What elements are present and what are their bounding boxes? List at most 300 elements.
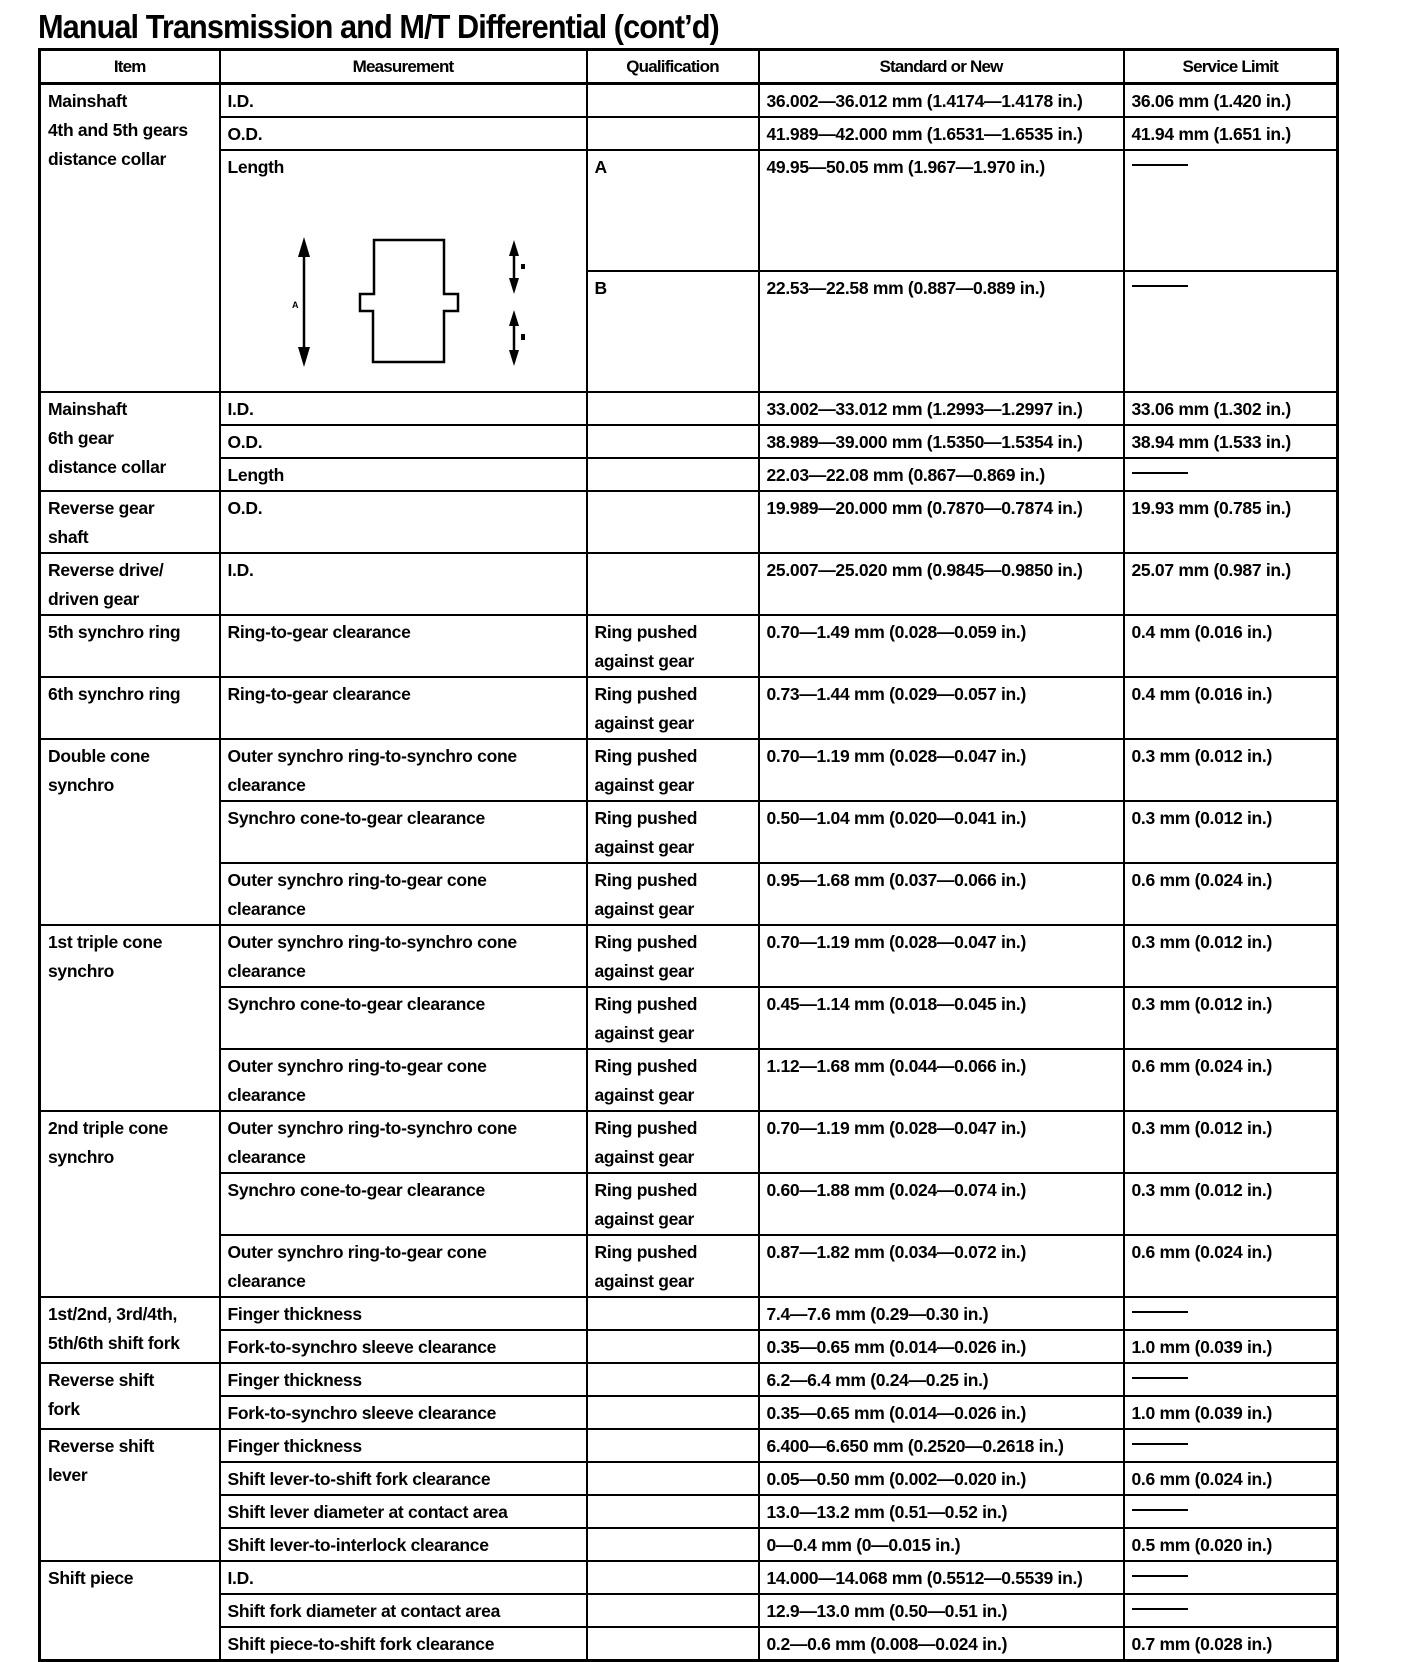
table-row: [40, 1627, 1338, 1661]
item-label: Reverse gear: [48, 498, 155, 518]
standard-value: 12.9—13.0 mm (0.50—0.51 in.): [766, 1601, 1008, 1621]
measurement-label: Outer synchro ring-to-gear cone: [227, 1056, 487, 1076]
item-cell: [40, 677, 220, 739]
measurement-cell: [220, 84, 587, 118]
item-label: Reverse drive/: [48, 560, 164, 580]
standard-value-cell: [759, 925, 1124, 987]
item-label: shaft: [48, 527, 89, 547]
measurement-label: clearance: [227, 961, 306, 981]
measurement-label: Length: [227, 157, 285, 177]
qualification-cell: [587, 987, 759, 1049]
no-limit-dash-icon: [1132, 1377, 1188, 1379]
standard-value: 25.007—25.020 mm (0.9845—0.9850 in.): [766, 560, 1083, 580]
qualification-cell: [587, 1429, 759, 1462]
standard-value-cell: [759, 117, 1124, 150]
qualification-label: Ring pushed: [594, 622, 698, 642]
service-limit-value: 0.3 mm (0.012 in.): [1131, 1118, 1272, 1138]
item-label: 5th synchro ring: [48, 622, 181, 642]
qualification-cell: [587, 1297, 759, 1330]
service-limit-cell: [1124, 392, 1338, 425]
measurement-label: Ring-to-gear clearance: [227, 684, 411, 704]
standard-value: 0.70—1.19 mm (0.028—0.047 in.): [766, 746, 1026, 766]
standard-value-cell: [759, 1429, 1124, 1462]
standard-value: 19.989—20.000 mm (0.7870—0.7874 in.): [766, 498, 1083, 518]
qualification-cell: [587, 425, 759, 458]
header-measurement: Measurement: [220, 50, 587, 84]
measurement-label: clearance: [227, 899, 306, 919]
item-label: 2nd triple cone: [48, 1118, 168, 1138]
table-row: [40, 1049, 1338, 1111]
standard-value-cell: [759, 491, 1124, 553]
service-limit-cell: [1124, 1363, 1338, 1396]
measurement-label: I.D.: [227, 91, 254, 111]
service-limit-value: 1.0 mm (0.039 in.): [1131, 1337, 1272, 1357]
item-cell: [40, 392, 220, 491]
item-cell: [40, 491, 220, 553]
service-limit-value: 19.93 mm (0.785 in.): [1131, 498, 1291, 518]
item-cell: [40, 1363, 220, 1429]
measurement-label: Synchro cone-to-gear clearance: [227, 1180, 485, 1200]
measurement-label: Finger thickness: [227, 1304, 362, 1324]
service-limit-cell: [1124, 1429, 1338, 1462]
qualification-cell: [587, 1111, 759, 1173]
collar-diagram: [228, 182, 580, 382]
header-row: [40, 50, 1338, 84]
qualification-label: Ring pushed: [594, 808, 698, 828]
item-label: Mainshaft: [48, 399, 127, 419]
standard-value: 38.989—39.000 mm (1.5350—1.5354 in.): [766, 432, 1083, 452]
service-limit-value: 0.3 mm (0.012 in.): [1131, 808, 1272, 828]
service-limit-value: 0.7 mm (0.028 in.): [1131, 1634, 1272, 1654]
table-row: [40, 150, 1338, 271]
item-label: Reverse shift: [48, 1436, 155, 1456]
table-row: [40, 987, 1338, 1049]
measurement-label: clearance: [227, 1271, 306, 1291]
table-row: [40, 1495, 1338, 1528]
measurement-cell: [220, 1528, 587, 1561]
measurement-label: [228, 833, 580, 862]
measurement-label: O.D.: [227, 498, 263, 518]
table-row: [40, 1330, 1338, 1363]
qualification-cell: [587, 1235, 759, 1297]
qualification-cell: [587, 458, 759, 491]
qualification-label: against gear: [594, 775, 694, 795]
service-limit-cell: [1124, 553, 1338, 615]
standard-value-cell: [759, 677, 1124, 739]
measurement-cell: [220, 863, 587, 925]
standard-value-cell: [759, 425, 1124, 458]
service-limit-cell: [1124, 1173, 1338, 1235]
standard-value: 6.400—6.650 mm (0.2520—0.2618 in.): [766, 1436, 1064, 1456]
service-limit-value: 0.6 mm (0.024 in.): [1131, 1242, 1272, 1262]
table-row: [40, 1462, 1338, 1495]
qualification-label: Ring pushed: [594, 870, 698, 890]
measurement-label: Length: [227, 465, 285, 485]
standard-value: 7.4—7.6 mm (0.29—0.30 in.): [766, 1304, 989, 1324]
item-label: driven gear: [48, 589, 140, 609]
header-item: Item: [40, 50, 220, 84]
service-limit-cell: [1124, 1111, 1338, 1173]
measurement-cell: [220, 491, 587, 553]
table-row: [40, 553, 1338, 615]
service-limit-cell: [1124, 1462, 1338, 1495]
measurement-cell: [220, 739, 587, 801]
measurement-cell: [220, 1363, 587, 1396]
measurement-cell: [220, 1462, 587, 1495]
standard-value: 22.03—22.08 mm (0.867—0.869 in.): [766, 465, 1045, 485]
measurement-label: Fork-to-synchro sleeve clearance: [227, 1403, 497, 1423]
standard-value: 33.002—33.012 mm (1.2993—1.2997 in.): [766, 399, 1083, 419]
service-limit-value: 36.06 mm (1.420 in.): [1131, 91, 1291, 111]
service-limit-value: 0.3 mm (0.012 in.): [1131, 746, 1272, 766]
table-row: [40, 1561, 1338, 1594]
no-limit-dash-icon: [1132, 1575, 1188, 1577]
item-cell: [40, 739, 220, 925]
qualification-cell: [587, 1495, 759, 1528]
service-limit-value: 38.94 mm (1.533 in.): [1131, 432, 1291, 452]
service-limit-cell: [1124, 1528, 1338, 1561]
service-limit-cell: [1124, 739, 1338, 801]
qualification-label: against gear: [594, 899, 694, 919]
measurement-cell: [220, 1111, 587, 1173]
measurement-label: Outer synchro ring-to-synchro cone: [227, 746, 517, 766]
standard-value: 36.002—36.012 mm (1.4174—1.4178 in.): [766, 91, 1083, 111]
item-label: 4th and 5th gears: [48, 120, 188, 140]
standard-value-cell: [759, 1363, 1124, 1396]
service-limit-value: 0.5 mm (0.020 in.): [1131, 1535, 1272, 1555]
service-limit-value: 0.3 mm (0.012 in.): [1131, 932, 1272, 952]
measurement-label: Outer synchro ring-to-gear cone: [227, 1242, 487, 1262]
standard-value: 0—0.4 mm (0—0.015 in.): [766, 1535, 961, 1555]
table-row: [40, 1297, 1338, 1330]
service-limit-value: 0.3 mm (0.012 in.): [1131, 994, 1272, 1014]
table-row: [40, 425, 1338, 458]
service-limit-cell: [1124, 1396, 1338, 1429]
qualification-label: Ring pushed: [594, 932, 698, 952]
service-limit-cell: [1124, 1297, 1338, 1330]
standard-value-cell: [759, 1495, 1124, 1528]
qualification-cell: [587, 150, 759, 271]
measurement-label: Shift lever-to-shift fork clearance: [227, 1469, 491, 1489]
service-limit-cell: [1124, 615, 1338, 677]
item-cell: [40, 1429, 220, 1561]
measurement-cell: [220, 425, 587, 458]
service-limit-cell: [1124, 1330, 1338, 1363]
qualification-label: Ring pushed: [594, 1180, 698, 1200]
no-limit-dash-icon: [1132, 285, 1188, 287]
service-limit-value: 0.6 mm (0.024 in.): [1131, 870, 1272, 890]
standard-value-cell: [759, 392, 1124, 425]
qualification-label: Ring pushed: [594, 1056, 698, 1076]
qualification-label: against gear: [594, 961, 694, 981]
service-limit-cell: [1124, 801, 1338, 863]
service-limit-cell: [1124, 117, 1338, 150]
qualification-cell: [587, 1561, 759, 1594]
qualification-label: against gear: [594, 651, 694, 671]
item-label: lever: [48, 1465, 88, 1485]
qualification-cell: [587, 1462, 759, 1495]
qualification-label: B: [594, 278, 607, 298]
service-limit-value: 41.94 mm (1.651 in.): [1131, 124, 1291, 144]
measurement-label: O.D.: [227, 124, 263, 144]
measurement-cell: [220, 1627, 587, 1661]
measurement-label: Shift lever diameter at contact area: [227, 1502, 508, 1522]
item-cell: [40, 925, 220, 1111]
standard-value-cell: [759, 1462, 1124, 1495]
item-label: synchro: [48, 1147, 114, 1167]
standard-value: 0.45—1.14 mm (0.018—0.045 in.): [766, 994, 1026, 1014]
service-limit-cell: [1124, 1594, 1338, 1627]
service-limit-cell: [1124, 458, 1338, 491]
qualification-label: against gear: [594, 1209, 694, 1229]
measurement-label: Synchro cone-to-gear clearance: [227, 994, 485, 1014]
item-cell: [40, 1297, 220, 1363]
measurement-cell: [220, 392, 587, 425]
measurement-label: clearance: [227, 1085, 306, 1105]
measurement-label: I.D.: [227, 560, 254, 580]
measurement-cell: [220, 615, 587, 677]
standard-value: 0.70—1.19 mm (0.028—0.047 in.): [766, 1118, 1026, 1138]
table-row: [40, 1111, 1338, 1173]
item-label: synchro: [48, 775, 114, 795]
service-limit-value: 0.3 mm (0.012 in.): [1131, 1180, 1272, 1200]
service-limit-cell: [1124, 1495, 1338, 1528]
service-limit-cell: [1124, 425, 1338, 458]
spec-table-body: [40, 84, 1338, 1661]
standard-value-cell: [759, 1627, 1124, 1661]
standard-value: 14.000—14.068 mm (0.5512—0.5539 in.): [766, 1568, 1083, 1588]
qualification-cell: [587, 491, 759, 553]
measurement-label: Outer synchro ring-to-synchro cone: [227, 1118, 517, 1138]
standard-value: 0.35—0.65 mm (0.014—0.026 in.): [766, 1337, 1026, 1357]
qualification-cell: [587, 1627, 759, 1661]
measurement-cell: [220, 1330, 587, 1363]
measurement-cell: [220, 1561, 587, 1594]
service-limit-cell: [1124, 1049, 1338, 1111]
svg-text:A: A: [291, 300, 298, 310]
standard-value: 0.05—0.50 mm (0.002—0.020 in.): [766, 1469, 1026, 1489]
table-row: [40, 1594, 1338, 1627]
standard-value: 0.35—0.65 mm (0.014—0.026 in.): [766, 1403, 1026, 1423]
item-label: fork: [48, 1399, 80, 1419]
item-cell: [40, 615, 220, 677]
qualification-cell: [587, 1330, 759, 1363]
qualification-label: against gear: [594, 1147, 694, 1167]
table-row: [40, 392, 1338, 425]
standard-value-cell: [759, 1297, 1124, 1330]
standard-value-cell: [759, 1561, 1124, 1594]
table-row: [40, 1429, 1338, 1462]
measurement-cell: [220, 458, 587, 491]
standard-value: 41.989—42.000 mm (1.6531—1.6535 in.): [766, 124, 1083, 144]
qualification-cell: [587, 739, 759, 801]
standard-value-cell: [759, 863, 1124, 925]
measurement-cell: [220, 1049, 587, 1111]
measurement-label: Shift piece-to-shift fork clearance: [227, 1634, 495, 1654]
measurement-cell: [220, 150, 587, 392]
table-row: [40, 491, 1338, 553]
table-row: [40, 1363, 1338, 1396]
measurement-cell: [220, 553, 587, 615]
table-row: [40, 458, 1338, 491]
service-limit-cell: [1124, 987, 1338, 1049]
no-limit-dash-icon: [1132, 1608, 1188, 1610]
standard-value-cell: [759, 84, 1124, 118]
header-service-limit: Service Limit: [1124, 50, 1338, 84]
service-limit-cell: [1124, 677, 1338, 739]
item-label: 1st triple cone: [48, 932, 163, 952]
qualification-cell: [587, 1173, 759, 1235]
measurement-cell: [220, 801, 587, 863]
service-limit-cell: [1124, 1561, 1338, 1594]
qualification-label: A: [594, 157, 607, 177]
measurement-cell: [220, 1594, 587, 1627]
measurement-label: [228, 1205, 580, 1234]
standard-value-cell: [759, 1330, 1124, 1363]
header-standard: Standard or New: [759, 50, 1124, 84]
qualification-cell: [587, 925, 759, 987]
item-cell: [40, 84, 220, 393]
service-limit-value: 1.0 mm (0.039 in.): [1131, 1403, 1272, 1423]
table-row: [40, 117, 1338, 150]
service-limit-cell: [1124, 271, 1338, 392]
standard-value: 0.73—1.44 mm (0.029—0.057 in.): [766, 684, 1026, 704]
no-limit-dash-icon: [1132, 164, 1188, 166]
table-row: [40, 739, 1338, 801]
measurement-cell: [220, 925, 587, 987]
service-limit-cell: [1124, 150, 1338, 271]
item-cell: [40, 1111, 220, 1297]
item-label: 5th/6th shift fork: [48, 1333, 180, 1353]
qualification-label: Ring pushed: [594, 1242, 698, 1262]
item-label: Mainshaft: [48, 91, 127, 111]
measurement-cell: [220, 677, 587, 739]
standard-value-cell: [759, 987, 1124, 1049]
measurement-label: Outer synchro ring-to-synchro cone: [227, 932, 517, 952]
measurement-cell: [220, 987, 587, 1049]
standard-value: 0.70—1.19 mm (0.028—0.047 in.): [766, 932, 1026, 952]
measurement-cell: [220, 1396, 587, 1429]
standard-value: 0.50—1.04 mm (0.020—0.041 in.): [766, 808, 1026, 828]
qualification-cell: [587, 553, 759, 615]
measurement-label: I.D.: [227, 399, 254, 419]
qualification-label: against gear: [594, 1271, 694, 1291]
service-limit-cell: [1124, 1627, 1338, 1661]
qualification-cell: [587, 801, 759, 863]
no-limit-dash-icon: [1132, 1509, 1188, 1511]
qualification-label: against gear: [594, 713, 694, 733]
qualification-label: Ring pushed: [594, 746, 698, 766]
qualification-cell: [587, 1528, 759, 1561]
measurement-label: Outer synchro ring-to-gear cone: [227, 870, 487, 890]
measurement-cell: [220, 117, 587, 150]
standard-value-cell: [759, 458, 1124, 491]
service-limit-cell: [1124, 925, 1338, 987]
page-title: Manual Transmission and M/T Differential (cont’d): [38, 8, 719, 45]
qualification-label: against gear: [594, 1023, 694, 1043]
table-row: [40, 925, 1338, 987]
standard-value-cell: [759, 1528, 1124, 1561]
qualification-label: Ring pushed: [594, 1118, 698, 1138]
standard-value: 49.95—50.05 mm (1.967—1.970 in.): [766, 157, 1045, 177]
measurement-label: Ring-to-gear clearance: [227, 622, 411, 642]
measurement-label: Finger thickness: [227, 1370, 362, 1390]
measurement-label: Shift lever-to-interlock clearance: [227, 1535, 489, 1555]
item-cell: [40, 1561, 220, 1661]
standard-value-cell: [759, 1111, 1124, 1173]
standard-value: 0.95—1.68 mm (0.037—0.066 in.): [766, 870, 1026, 890]
qualification-cell: [587, 1396, 759, 1429]
standard-value-cell: [759, 1235, 1124, 1297]
measurement-label: Synchro cone-to-gear clearance: [227, 808, 485, 828]
measurement-cell: [220, 1173, 587, 1235]
measurement-label: clearance: [227, 775, 306, 795]
no-limit-dash-icon: [1132, 1443, 1188, 1445]
standard-value: 13.0—13.2 mm (0.51—0.52 in.): [766, 1502, 1008, 1522]
measurement-cell: [220, 1297, 587, 1330]
standard-value-cell: [759, 615, 1124, 677]
standard-value-cell: [759, 1049, 1124, 1111]
collar-diagram-icon: [228, 182, 587, 382]
service-limit-value: 0.6 mm (0.024 in.): [1131, 1056, 1272, 1076]
standard-value: 0.2—0.6 mm (0.008—0.024 in.): [766, 1634, 1008, 1654]
item-label: 6th gear: [48, 428, 114, 448]
service-limit-value: 33.06 mm (1.302 in.): [1131, 399, 1291, 419]
service-limit-cell: [1124, 1235, 1338, 1297]
standard-value-cell: [759, 801, 1124, 863]
qualification-label: Ring pushed: [594, 684, 698, 704]
qualification-cell: [587, 271, 759, 392]
header-qualification: Qualification: [587, 50, 759, 84]
qualification-label: against gear: [594, 1085, 694, 1105]
table-row: [40, 1528, 1338, 1561]
qualification-cell: [587, 1049, 759, 1111]
standard-value: 6.2—6.4 mm (0.24—0.25 in.): [766, 1370, 989, 1390]
table-row: [40, 863, 1338, 925]
standard-value: 0.60—1.88 mm (0.024—0.074 in.): [766, 1180, 1026, 1200]
standard-value-cell: [759, 271, 1124, 392]
service-limit-cell: [1124, 863, 1338, 925]
standard-value-cell: [759, 739, 1124, 801]
no-limit-dash-icon: [1132, 472, 1188, 474]
standard-value-cell: [759, 553, 1124, 615]
item-label: 6th synchro ring: [48, 684, 181, 704]
measurement-label: Finger thickness: [227, 1436, 362, 1456]
item-cell: [40, 553, 220, 615]
measurement-label: O.D.: [227, 432, 263, 452]
no-limit-dash-icon: [1132, 1311, 1188, 1313]
item-label: distance collar: [48, 457, 167, 477]
qualification-cell: [587, 117, 759, 150]
item-label: Shift piece: [48, 1568, 134, 1588]
service-limit-value: 0.4 mm (0.016 in.): [1131, 684, 1272, 704]
measurement-label: clearance: [227, 1147, 306, 1167]
table-row: [40, 1235, 1338, 1297]
standard-value: 0.87—1.82 mm (0.034—0.072 in.): [766, 1242, 1026, 1262]
service-limit-cell: [1124, 84, 1338, 118]
qualification-cell: [587, 863, 759, 925]
standard-value-cell: [759, 150, 1124, 271]
service-limit-cell: [1124, 491, 1338, 553]
service-limit-value: 0.4 mm (0.016 in.): [1131, 622, 1272, 642]
standard-value: 1.12—1.68 mm (0.044—0.066 in.): [766, 1056, 1026, 1076]
measurement-label: Shift fork diameter at contact area: [227, 1601, 500, 1621]
qualification-label: Ring pushed: [594, 994, 698, 1014]
measurement-label: Fork-to-synchro sleeve clearance: [227, 1337, 497, 1357]
table-row: [40, 84, 1338, 118]
service-limit-value: 25.07 mm (0.987 in.): [1131, 560, 1291, 580]
measurement-cell: [220, 1235, 587, 1297]
